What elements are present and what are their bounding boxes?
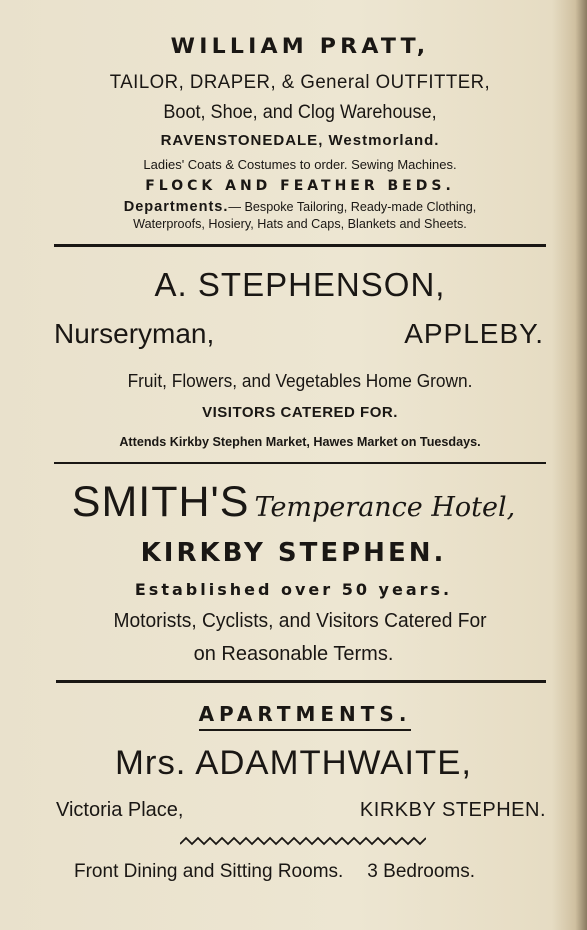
apartments-address-row bbox=[56, 799, 546, 822]
smiths-town: KIRKBY STEPHEN. bbox=[140, 538, 447, 568]
apartments-heading-text: APARTMENTS. bbox=[199, 702, 412, 731]
pratt-beds: FLOCK AND FEATHER BEDS. bbox=[145, 178, 455, 194]
stephenson-produce: Fruit, Flowers, and Vegetables Home Grown. bbox=[127, 371, 473, 391]
pratt-departments-label: Departments. bbox=[123, 198, 229, 215]
smiths-catered: Motorists, Cyclists, and Visitors Catered For bbox=[113, 610, 487, 632]
pratt-departments-line1 bbox=[9, 198, 587, 215]
stephenson-trade: Nurseryman, bbox=[54, 318, 215, 349]
zigzag-ornament bbox=[180, 836, 426, 846]
pratt-coats: Ladies' Coats & Costumes to order. Sewing Machines. bbox=[143, 157, 457, 172]
pratt-departments-list: — Bespoke Tailoring, Ready-made Clothing, bbox=[228, 199, 477, 214]
smiths-name: SMITH'S bbox=[71, 478, 250, 526]
smiths-heading bbox=[0, 478, 587, 527]
apartments-rooms-row bbox=[74, 861, 534, 883]
apartments-bedrooms: 3 Bedrooms. bbox=[367, 861, 476, 882]
divider-rule bbox=[54, 244, 546, 247]
pratt-trade: TAILOR, DRAPER, & General OUTFITTER, bbox=[109, 72, 491, 93]
smiths-hotel: Temperance Hotel, bbox=[254, 492, 516, 523]
divider-rule bbox=[54, 462, 546, 464]
apartments-rooms: Front Dining and Sitting Rooms. bbox=[74, 861, 344, 882]
pratt-location: RAVENSTONEDALE, Westmorland. bbox=[160, 132, 440, 149]
apartments-heading bbox=[0, 702, 587, 726]
stephenson-town: APPLEBY. bbox=[404, 318, 544, 349]
stephenson-trade-row bbox=[54, 318, 546, 350]
divider-rule bbox=[56, 680, 546, 683]
smiths-established: Established over 50 years. bbox=[134, 580, 453, 599]
stephenson-visitors: VISITORS CATERED FOR. bbox=[202, 404, 398, 421]
smiths-terms: on Reasonable Terms. bbox=[193, 643, 394, 665]
pratt-name: WILLIAM PRATT, bbox=[170, 34, 430, 58]
pratt-warehouse: Boot, Shoe, and Clog Warehouse, bbox=[163, 102, 437, 123]
apartments-name: Mrs. ADAMTHWAITE, bbox=[114, 744, 473, 782]
pratt-departments-line2: Waterproofs, Hosiery, Hats and Caps, Blankets and Sheets. bbox=[133, 216, 467, 231]
stephenson-name: A. STEPHENSON, bbox=[154, 266, 446, 303]
apartments-town: KIRKBY STEPHEN. bbox=[359, 799, 546, 821]
apartments-place: Victoria Place, bbox=[56, 799, 184, 821]
stephenson-markets: Attends Kirkby Stephen Market, Hawes Market on Tuesdays. bbox=[119, 434, 481, 449]
